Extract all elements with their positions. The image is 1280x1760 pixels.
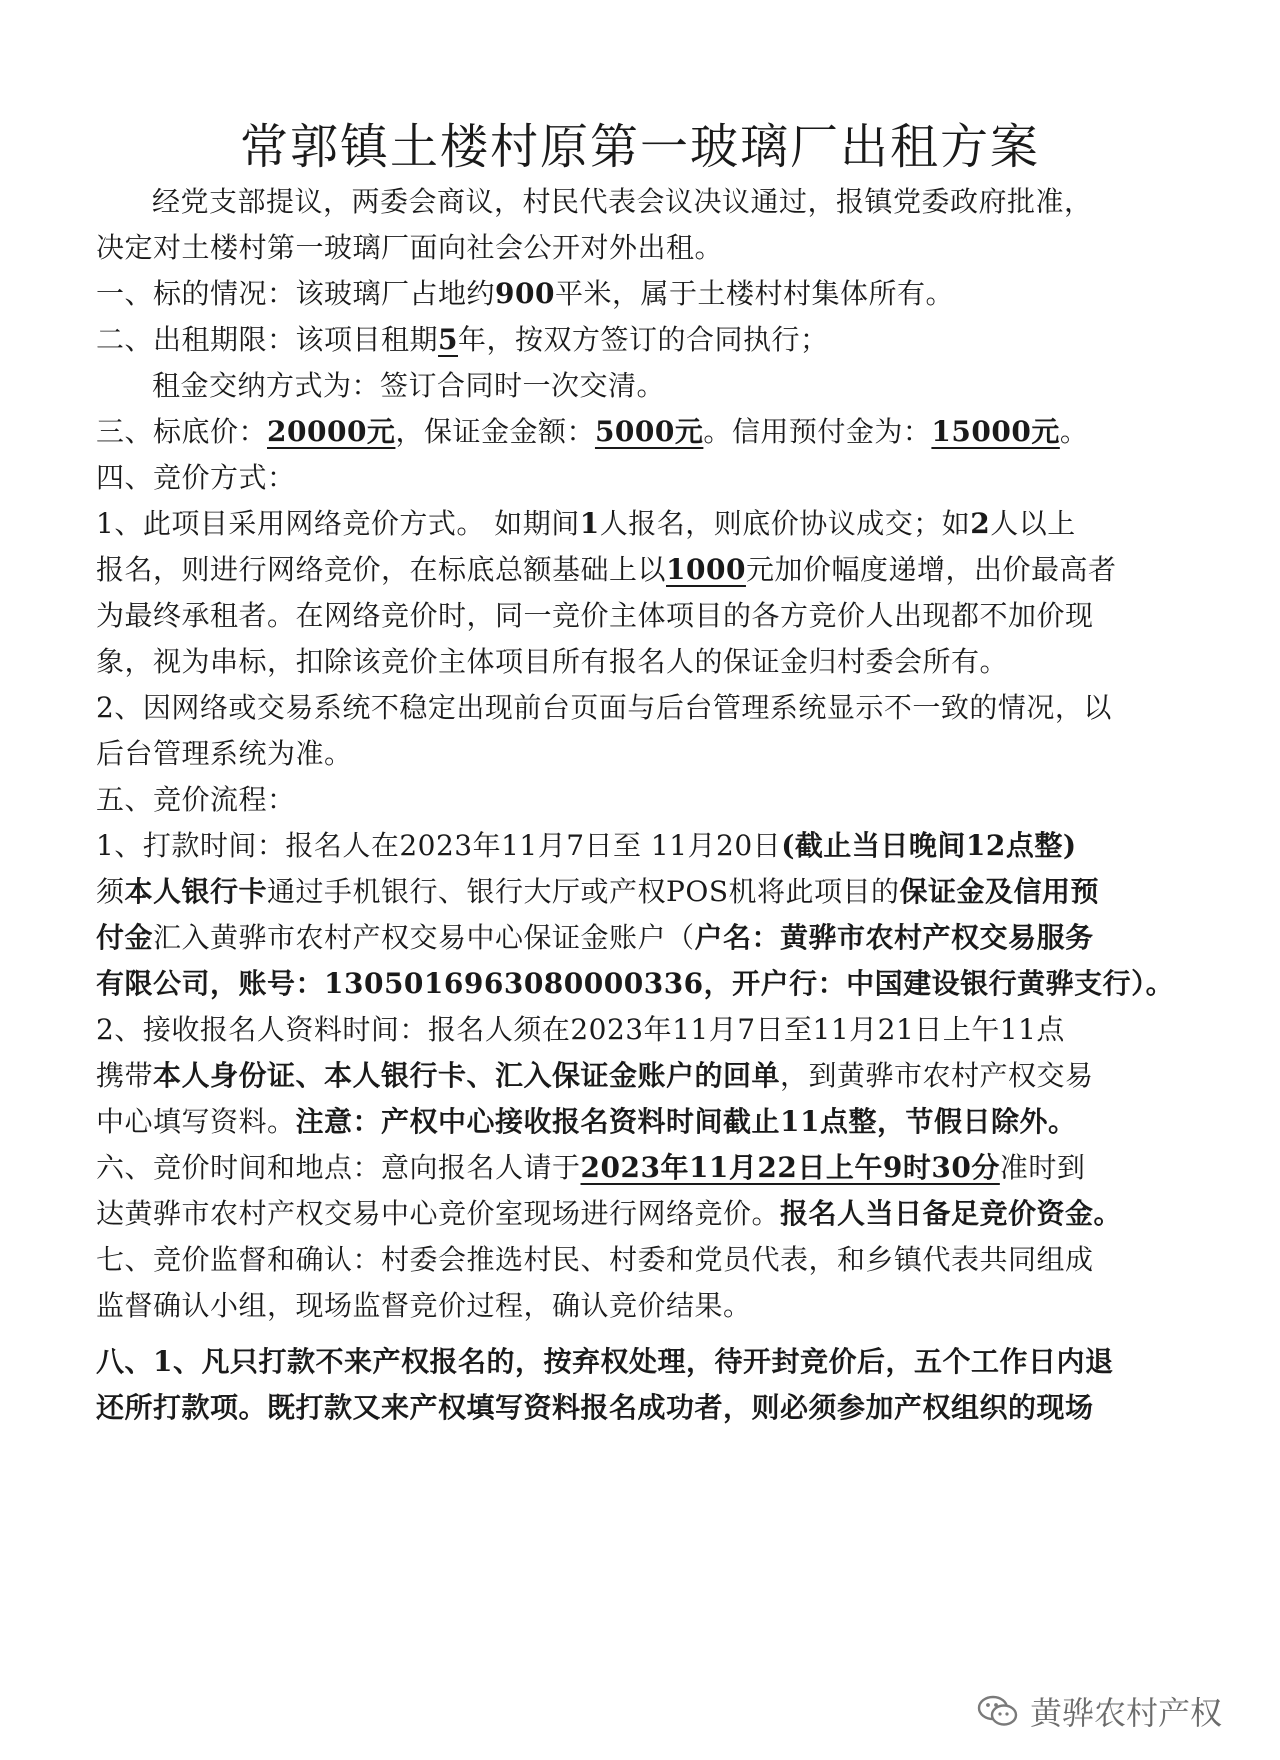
body-line [96,682,1186,734]
text-segment: 监督确认小组，现场监督竞价过程，确认竞价结果。 [96,1289,752,1322]
text-segment: 通过手机银行、银行大厅或产权POS机将此项目的 [267,875,900,908]
text-segment: 五、竞价流程： [96,783,296,816]
text-segment: 六、竞价时间和地点：意向报名人请于 [96,1151,581,1184]
text-segment: 注意：产权中心接收报名资料时间截止11点整，节假日除外。 [295,1105,1077,1138]
body-line [152,360,1242,412]
text-segment: 八、1、凡只打款不来产权报名的，按弃权处理，待开封竞价后，五个工作日内退 [96,1345,1114,1378]
text-segment: 20000元 [267,415,396,448]
text-segment: 准时到 [999,1151,1086,1184]
text-segment: 2、因网络或交易系统不稳定出现前台页面与后台管理系统显示不一致的情况，以 [96,691,1112,724]
body-line [96,774,1186,826]
text-segment: 1、打款时间：报名人在2023年11月7日至 11月20日 [96,829,782,862]
body-line [96,268,1186,320]
text-segment: 人报名，则底价协议成交；如 [599,507,971,540]
text-segment: 保证金及信用预 [899,875,1100,908]
text-segment: 决定对土楼村第一玻璃厂面向社会公开对外出租。 [96,231,724,264]
text-segment: 汇入黄骅市农村产权交易中心保证金账户（ [153,921,695,954]
text-segment: 后台管理系统为准。 [96,737,353,770]
text-segment: 1、此项目采用网络竞价方式。 如期间 [96,507,580,540]
body-line [96,1188,1186,1240]
text-segment: 三、标底价： [96,415,268,448]
watermark-text: 黄骅农村产权 [1029,1694,1222,1732]
text-segment: ，保证金金额： [395,415,595,448]
body-line [96,1050,1186,1102]
body-line [96,958,1186,1010]
text-segment: 900 [495,277,555,310]
text-segment: 年，按双方签订的合同执行； [458,323,829,356]
text-segment: 经党支部提议，两委会商议，村民代表会议决议通过，报镇党委政府批准， [152,185,1093,218]
body-line [96,820,1186,872]
text-segment: 还所打款项。既打款又来产权填写资料报名成功者，则必须参加产权组织的现场 [96,1391,1094,1424]
text-segment: (截止当日晚间12点整) [781,829,1077,862]
text-segment: 四、竞价方式： [96,461,296,494]
text-segment: 户名：黄骅市农村产权交易服务 [694,921,1094,954]
text-segment: 须 [96,875,125,908]
text-segment: 本人银行卡 [124,875,268,908]
text-segment: 七、竞价监督和确认：村委会推选村民、村委和党员代表，和乡镇代表共同组成 [96,1243,1094,1276]
wechat-icon [976,1693,1020,1729]
text-segment: 报名人当日备足竞价资金。 [780,1197,1123,1230]
body-line [96,222,1186,274]
body-line [96,1280,1186,1332]
text-segment: 。信用预付金为： [703,415,932,448]
text-segment: 中心填写资料。 [96,1105,296,1138]
body-line [96,1142,1186,1194]
body-line [96,544,1186,596]
text-segment: ，到黄骅市农村产权交易 [780,1059,1094,1092]
body-line [96,1234,1186,1286]
text-segment: 人以上 [990,507,1076,540]
text-segment: 本人身份证、本人银行卡、汇入保证金账户的回单 [153,1059,781,1092]
text-segment: 报名，则进行网络竞价，在标底总额基础上以 [96,553,667,586]
body-line [96,912,1186,964]
body-line [152,176,1242,228]
text-segment: 1000 [666,553,746,586]
text-segment: 1 [579,507,600,540]
text-segment: 5000元 [594,415,704,448]
body-line [96,728,1186,780]
text-segment: 携带 [96,1059,154,1092]
text-segment: 2023年11月22日上午9时30分 [580,1151,1000,1184]
text-segment: 为最终承租者。在网络竞价时，同一竞价主体项目的各方竞价人出现都不加价现 [96,599,1094,632]
watermark [976,1688,1222,1734]
body-line [96,452,1186,504]
text-segment: 付金 [96,921,154,954]
text-segment: 。 [1059,415,1089,448]
body-line [96,498,1186,550]
body-line [96,866,1186,918]
text-segment: 元加价幅度递增，出价最高者 [745,553,1117,586]
body-line [96,1096,1186,1148]
body-line [96,1004,1186,1056]
text-segment: 2 [970,507,991,540]
text-segment: 一、标的情况：该玻璃厂占地约 [96,277,496,310]
text-segment: 15000元 [931,415,1060,448]
text-segment: 平米，属于土楼村村集体所有。 [554,277,954,310]
page-title: 常郭镇土楼村原第一玻璃厂出租方案 [239,119,1040,175]
body-line [96,1382,1186,1434]
text-segment: 租金交纳方式为：签订合同时一次交清。 [152,369,666,402]
body-line [96,636,1186,688]
text-segment: 达黄骅市农村产权交易中心竞价室现场进行网络竞价。 [96,1197,781,1230]
body-line [96,590,1186,642]
text-segment: 有限公司，账号：1305016963080000336，开户行：中国建设银行黄骅支行）。 [96,967,1175,1000]
text-segment: 5 [438,323,458,356]
text-segment: 2、接收报名人资料时间：报名人须在2023年11月7日至11月21日上午11点 [96,1013,1065,1046]
body-line [96,314,1186,366]
text-segment: 象，视为串标，扣除该竞价主体项目所有报名人的保证金归村委会所有。 [96,645,1009,678]
text-segment: 二、出租期限：该项目租期 [96,323,439,356]
body-line [96,1336,1186,1388]
body-line [96,406,1186,458]
